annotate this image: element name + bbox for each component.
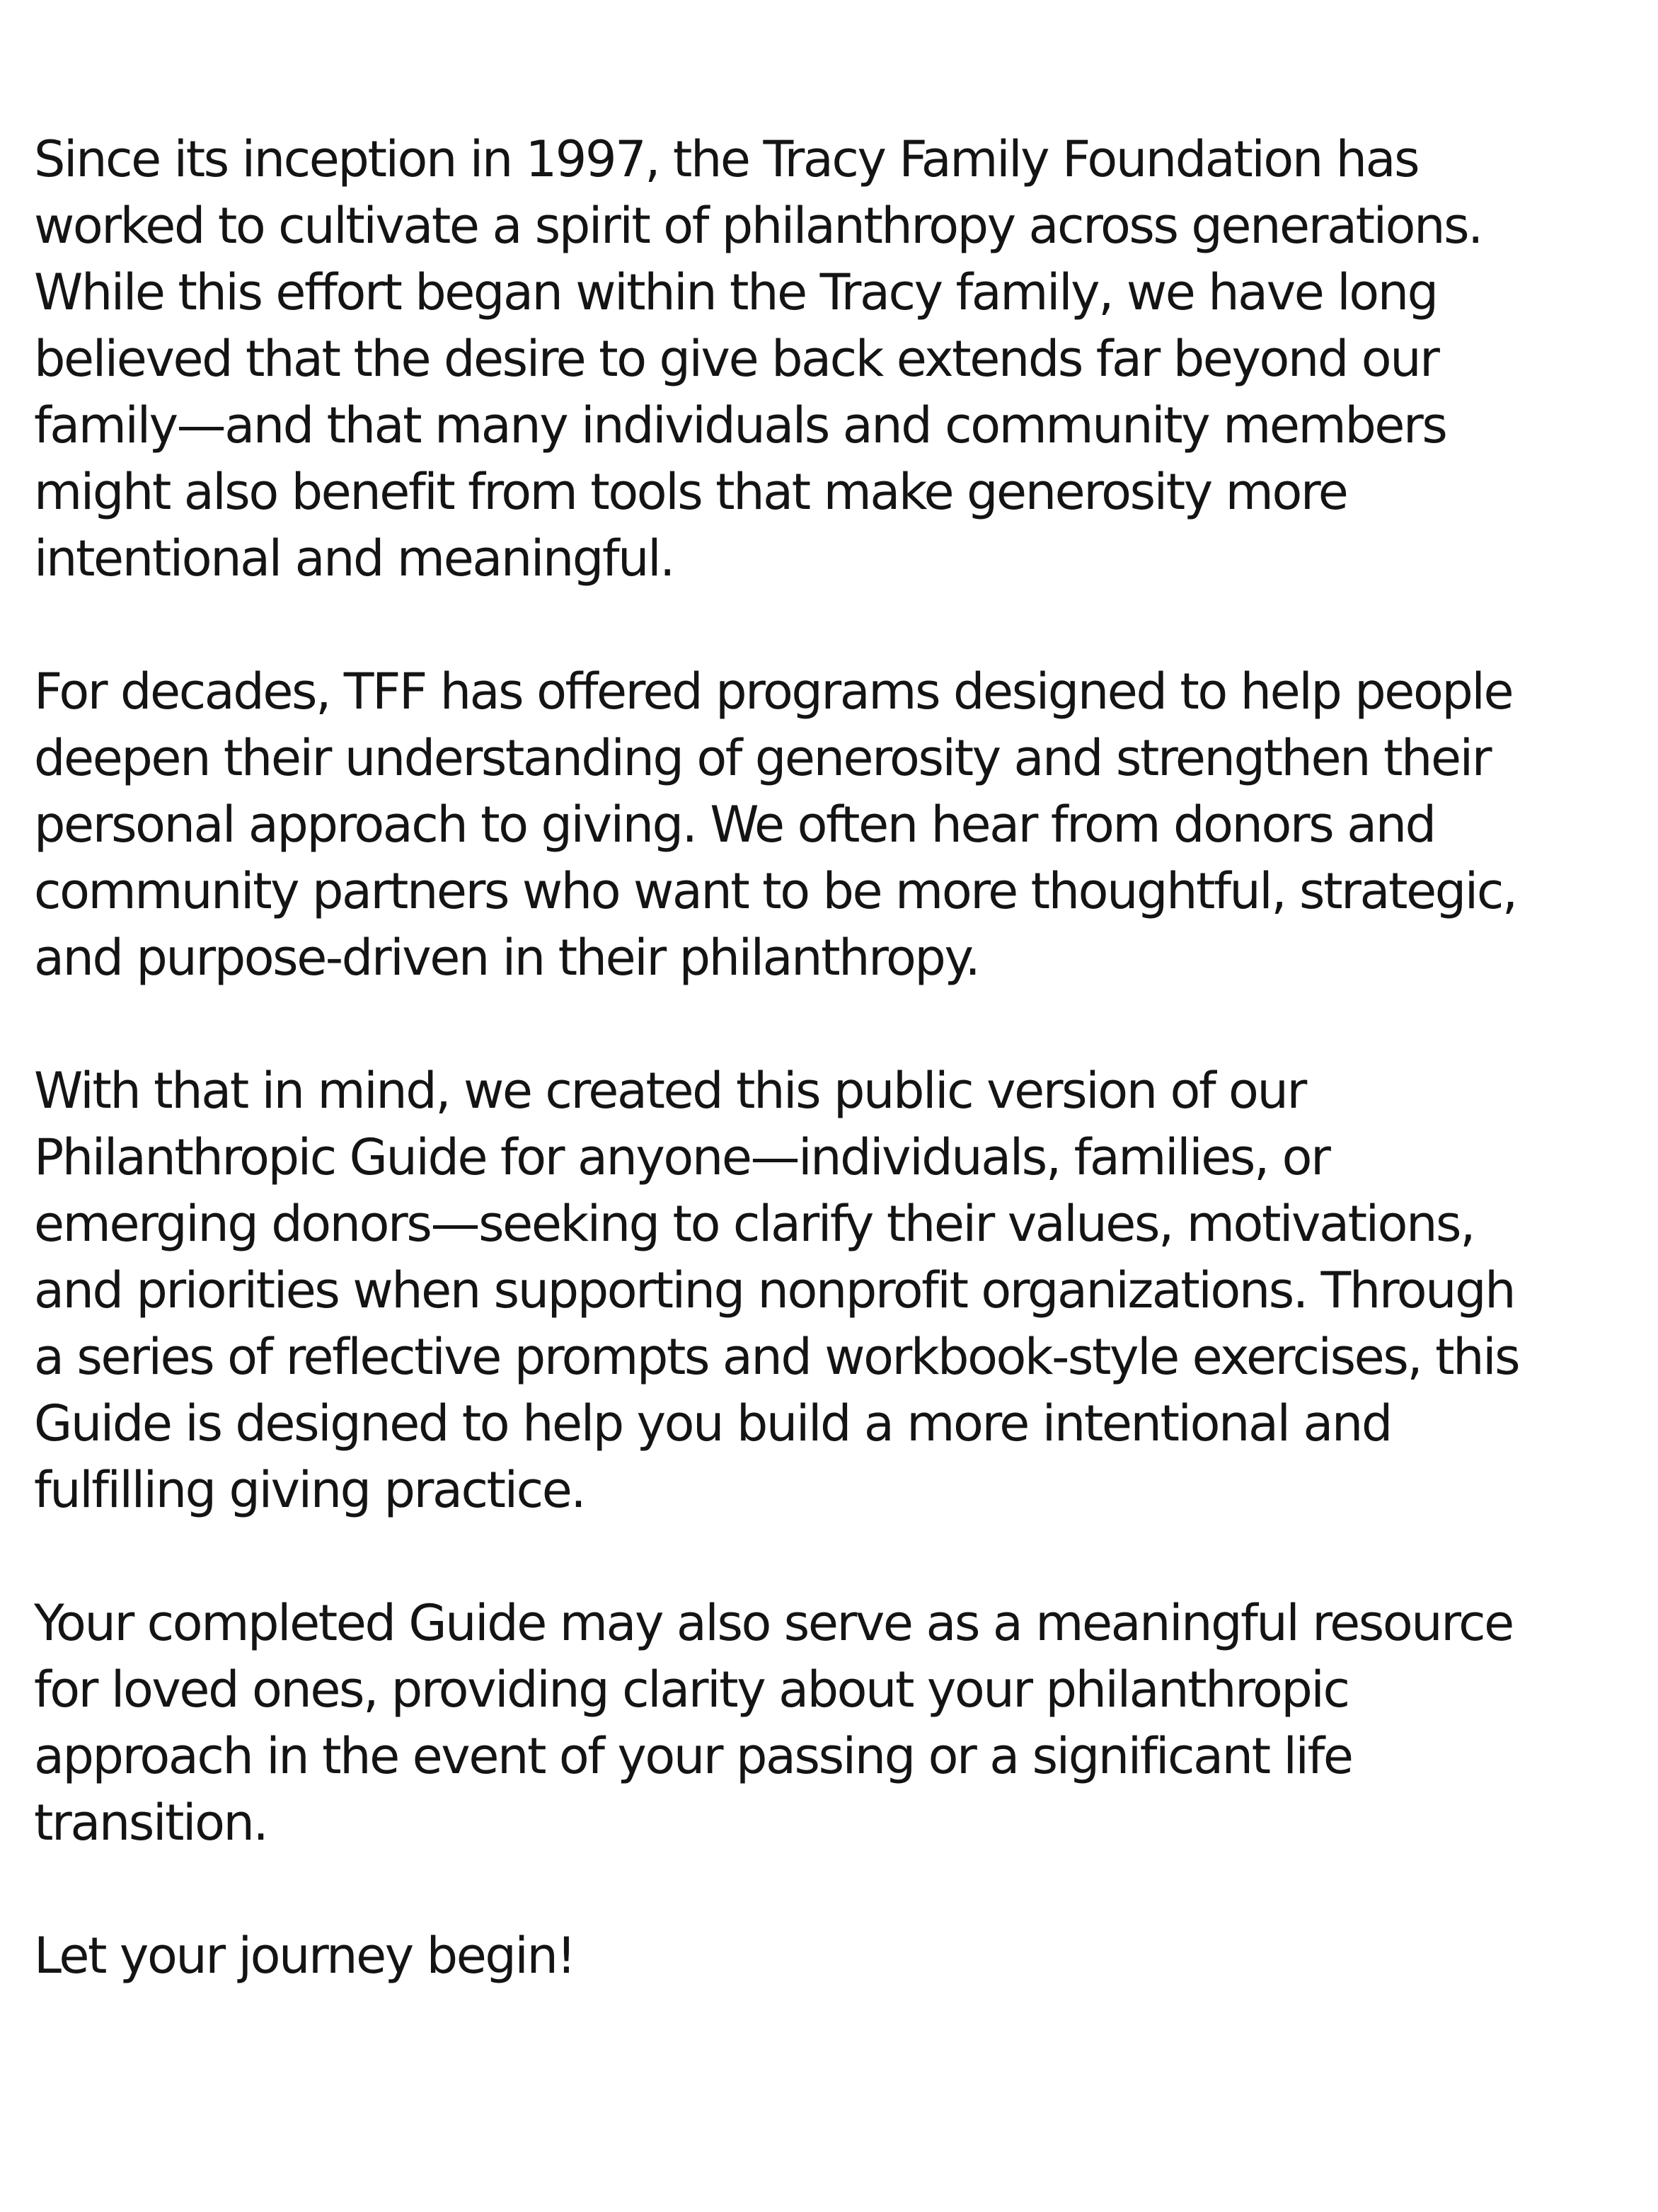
text-line: for loved ones, providing clarity about your philanthropic — [34, 1661, 1349, 1719]
text-line: personal approach to giving. We often hear from donors and — [34, 796, 1435, 854]
text-line: Philanthropic Guide for anyone—individuals, families, or — [34, 1128, 1330, 1186]
intro-text-block — [34, 126, 1647, 2056]
text-line: fulfilling giving practice. — [34, 1461, 585, 1519]
text-line: community partners who want to be more thoughtful, strategic, — [34, 862, 1516, 920]
text-line: For decades, TFF has offered programs designed to help people — [34, 663, 1513, 721]
text-line: and priorities when supporting nonprofit organizations. Through — [34, 1261, 1515, 1319]
text-line: believed that the desire to give back extends far beyond our — [34, 330, 1439, 388]
text-line: a series of reflective prompts and workbook-style exercises, this — [34, 1328, 1519, 1386]
text-line: family—and that many individuals and community members — [34, 396, 1446, 454]
text-line: intentional and meaningful. — [34, 529, 674, 588]
text-line: With that in mind, we created this public version of our — [34, 1062, 1306, 1120]
paragraph-programs — [34, 658, 1647, 991]
text-line: and purpose-driven in their philanthropy. — [34, 929, 979, 987]
text-line: might also benefit from tools that make generosity more — [34, 463, 1347, 521]
paragraph-inception — [34, 126, 1647, 592]
text-line: transition. — [34, 1794, 267, 1852]
text-line: Your completed Guide may also serve as a meaningful resource — [34, 1594, 1513, 1652]
paragraph-closing — [34, 1922, 1647, 1989]
text-line: While this effort began within the Tracy family, we have long — [34, 263, 1437, 321]
paragraph-loved-ones — [34, 1590, 1647, 1856]
text-line: Since its inception in 1997, the Tracy Family Foundation has — [34, 130, 1419, 188]
text-line: Guide is designed to help you build a more intentional and — [34, 1394, 1391, 1452]
text-line: approach in the event of your passing or a significant life — [34, 1727, 1352, 1785]
text-line: worked to cultivate a spirit of philanthropy across generations. — [34, 197, 1482, 255]
paragraph-public-guide — [34, 1058, 1647, 1523]
text-line: emerging donors—seeking to clarify their values, motivations, — [34, 1195, 1474, 1253]
text-line: Let your journey begin! — [34, 1927, 575, 1985]
text-line: deepen their understanding of generosity and strengthen their — [34, 729, 1491, 787]
